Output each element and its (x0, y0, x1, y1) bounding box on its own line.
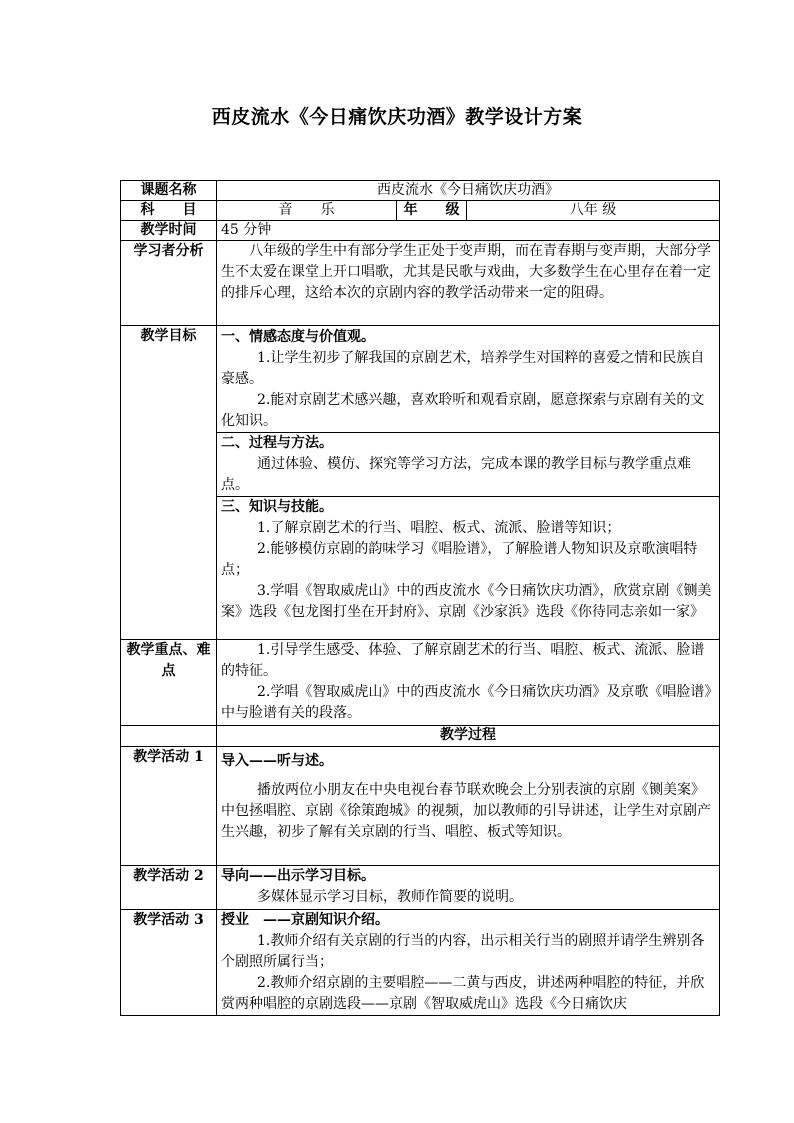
document-title: 西皮流水《今日痛饮庆功酒》教学设计方案 (211, 106, 583, 128)
activity-1-text: 播放两位小朋友在中央电视台春节联欢晚会上分别表演的京剧《铡美案》中包拯唱腔、京剧《徐策跑城》的视频，加以教师的引导讲述，让学生对京剧产生兴趣，初步了解有关京剧的行当、唱腔、板式等知识。 (221, 782, 711, 840)
grade-value: 八年 级 (467, 201, 720, 221)
topic-label: 课题名称 (121, 181, 217, 201)
time-label: 教学时间 (121, 221, 217, 241)
goals-row (121, 326, 720, 640)
process-header: 教学过程 (217, 726, 720, 747)
activity-row-2 (121, 866, 720, 910)
goals-label: 教学目标 (121, 326, 217, 640)
focus-label: 教学重点、难点 (121, 640, 217, 726)
goal-item: 1.让学生初步了解我国的京剧艺术，培养学生对国粹的喜爱之情和民族自豪感。 (221, 350, 705, 387)
activity-row-1 (121, 747, 720, 866)
focus-item: 2.学唱《智取威虎山》中的西皮流水《今日痛饮庆功酒》及京歌《唱脸谱》中与脸谱有关的段落。 (221, 684, 712, 721)
goal-item: 1.了解京剧艺术的行当、唱腔、板式、流派、脸谱等知识； (257, 520, 621, 536)
process-header-row (121, 726, 720, 747)
activity-1-heading: 导入——听与述。 (221, 753, 333, 769)
grade-label: 年 级 (397, 201, 467, 221)
goal-heading-1: 一、情感态度与价值观。 (221, 329, 375, 345)
subject-row (121, 201, 720, 221)
goal-section-3 (217, 496, 719, 623)
activity-2-text: 多媒体显示学习目标，教师作简要的说明。 (257, 889, 523, 905)
goal-item: 2.能对京剧艺术感兴趣，喜欢聆听和观看京剧，愿意探索与京剧有关的文化知识。 (221, 392, 705, 429)
activity-1-label: 教学活动 1 (121, 747, 217, 866)
activity-3-heading: 授业 ——京剧知识介绍。 (221, 912, 389, 928)
time-value: 45 分钟 (217, 221, 720, 241)
activity-row-3 (121, 910, 720, 1016)
time-row (121, 221, 720, 241)
learner-analysis-text: 八年级的学生中有部分学生正处于变声期，而在青春期与变声期，大部分学生不太爱在课堂上开口唱歌，尤其是民歌与戏曲，大多数学生在心里存在着一定的排斥心理，这给本次的京剧内容的教学活动带来一定的阻碍。 (221, 243, 711, 301)
learner-row (121, 241, 720, 326)
lesson-plan-table (120, 180, 720, 1016)
goal-item: 3.学唱《智取威虎山》中的西皮流水《今日痛饮庆功酒》，欣赏京剧《铡美案》选段《包龙图打坐在开封府》、京剧《沙家浜》选段《你待同志亲如一家》 (221, 583, 712, 620)
goal-item: 2.能够模仿京剧的韵味学习《唱脸谱》，了解脸谱人物知识及京歌演唱特点； (221, 541, 698, 578)
subject-label: 科 目 (121, 201, 217, 221)
goal-heading-2: 二、过程与方法。 (221, 435, 333, 451)
focus-row (121, 640, 720, 726)
topic-value: 西皮流水《今日痛饮庆功酒》 (217, 181, 720, 201)
activity-2-heading: 导向——出示学习目标。 (221, 868, 375, 884)
learner-label: 学习者分析 (121, 241, 217, 326)
goal-section-2 (217, 432, 719, 496)
goal-item: 通过体验、模仿、探究等学习方法，完成本课的教学目标与教学重点难点。 (221, 456, 691, 493)
topic-row (121, 181, 720, 201)
activity-3-item: 2.教师介绍京剧的主要唱腔——二黄与西皮，讲述两种唱腔的特征，并欣赏两种唱腔的京剧选段——京剧《智取威虎山》选段《今日痛饮庆 (221, 975, 705, 1012)
activity-2-label: 教学活动 2 (121, 866, 217, 910)
subject-value: 音 乐 (217, 201, 397, 221)
activity-3-item: 1.教师介绍有关京剧的行当的内容，出示相关行当的剧照并请学生辨别各个剧照所属行当； (221, 933, 705, 970)
activity-3-label: 教学活动 3 (121, 910, 217, 1016)
focus-item: 1.引导学生感受、体验、了解京剧艺术的行当、唱腔、板式、流派、脸谱的特征。 (221, 642, 705, 679)
goal-heading-3: 三、知识与技能。 (221, 499, 333, 515)
